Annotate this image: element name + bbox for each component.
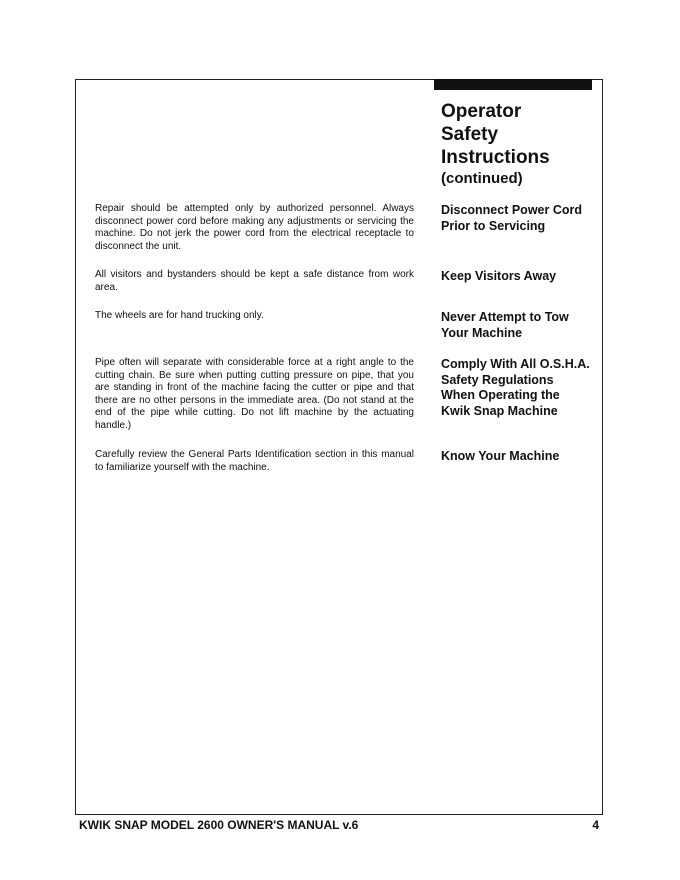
page-title [441,100,596,189]
page-footer [79,818,601,832]
section-heading-never-tow: Never Attempt to Tow Your Machine [441,310,569,340]
section-heading-osha-compliance: Comply With All O.S.H.A. Safety Regulations When Operating the Kwik Snap Machine [441,357,590,418]
title-subtitle: (continued) [441,170,523,187]
page-number: 4 [592,818,599,832]
section-heading-disconnect-power: Disconnect Power Cord Prior to Servicing [441,203,582,233]
header-accent-bar [434,79,592,90]
title-line-1: Operator [441,101,522,122]
page-border [75,79,603,815]
section-heading-keep-visitors-away: Keep Visitors Away [441,269,557,283]
section-body-know-your-machine: Carefully review the General Parts Identification section in this manual to familiarize yourself with the machine. [95,449,414,473]
section-heading-know-your-machine: Know Your Machine [441,449,560,463]
section-body-never-tow: The wheels are for hand trucking only. [95,310,264,321]
section-body-disconnect-power: Repair should be attempted only by authorized personnel. Always disconnect power cord before making any adjustments or servicing the machine. Do not jerk the power cord from the electrical receptacle to disconnect the unit. [95,203,414,252]
section-body-osha-compliance: Pipe often will separate with considerable force at a right angle to the cutting chain. Be sure when putting cutting pressure on pipe, that you are standing in front of the machine facing the cutter or pipe and that there are no other persons in the immediate area. (Do not stand at the end of the pipe while cutting. Do not lift machine by the actuating handle.) [95,357,414,431]
section-body-keep-visitors-away: All visitors and bystanders should be kept a safe distance from work area. [95,269,414,293]
title-line-2: Safety [441,124,499,145]
footer-manual-title: KWIK SNAP MODEL 2600 OWNER'S MANUAL v.6 [79,818,359,832]
title-line-3: Instructions [441,147,550,168]
